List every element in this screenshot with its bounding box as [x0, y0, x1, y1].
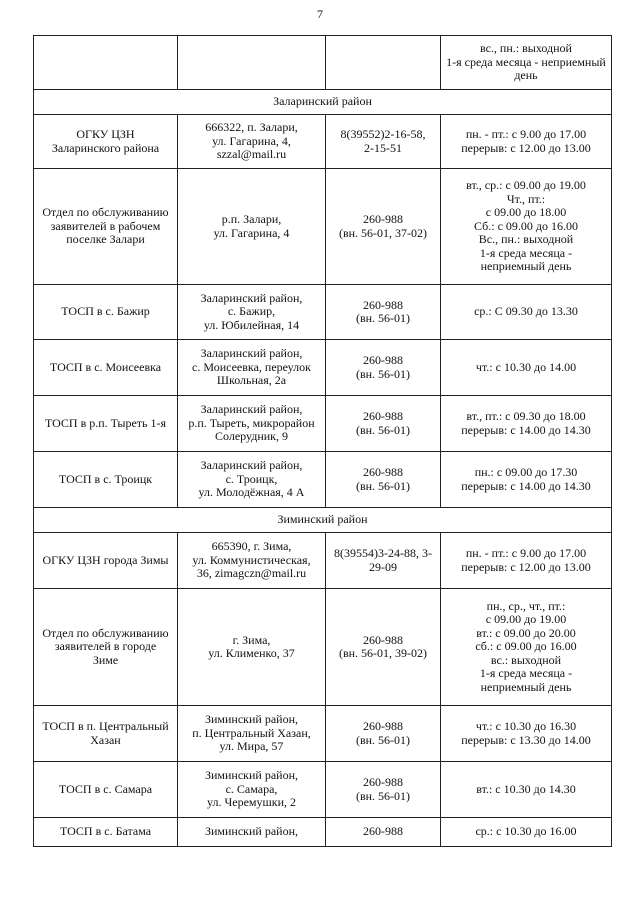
office-hours-cell: пн. - пт.: с 9.00 до 17.00 перерыв: с 12.00 до 13.00 [441, 115, 612, 169]
office-phone-cell: 260-988 (вн. 56-01) [326, 285, 441, 340]
office-hours-cell: чт.: с 10.30 до 16.30 перерыв: с 13.30 до 14.00 [441, 706, 612, 762]
table-row [34, 706, 612, 762]
office-address-cell: 666322, п. Залари, ул. Гагарина, 4, szzal@mail.ru [178, 115, 326, 169]
table-row [34, 115, 612, 169]
table-row [34, 452, 612, 508]
office-hours-cell: пн., ср., чт., пт.: с 09.00 до 19.00 вт.: с 09.00 до 20.00 сб.: с 09.00 до 16.00 вс.: выходной 1-я среда месяца - неприемный день [441, 589, 612, 706]
office-name-cell: ТОСП в с. Батама [34, 818, 178, 847]
table-row [34, 285, 612, 340]
office-phone-cell: 8(39554)3-24-88, 3- 29-09 [326, 533, 441, 589]
office-name-cell: ТОСП в с. Самара [34, 762, 178, 818]
office-address-cell: Зиминский район, п. Центральный Хазан, ул. Мира, 57 [178, 706, 326, 762]
office-address-cell: Заларинский район, с. Бажир, ул. Юбилейная, 14 [178, 285, 326, 340]
table-row [34, 589, 612, 706]
office-phone-cell: 260-988 (вн. 56-01) [326, 396, 441, 452]
table-row [34, 396, 612, 452]
office-phone-cell: 260-988 (вн. 56-01, 37-02) [326, 169, 441, 285]
office-hours-cell: вт.: с 10.30 до 14.30 [441, 762, 612, 818]
office-address-cell: г. Зима, ул. Клименко, 37 [178, 589, 326, 706]
office-phone-cell: 260-988 (вн. 56-01) [326, 706, 441, 762]
office-name-cell: Отдел по обслуживанию заявителей в рабочем поселке Залари [34, 169, 178, 285]
office-address-cell [178, 36, 326, 90]
office-name-cell: ТОСП в с. Бажир [34, 285, 178, 340]
office-name-cell: ТОСП в р.п. Тыреть 1-я [34, 396, 178, 452]
district-heading: Заларинский район [34, 90, 612, 115]
table-row [34, 169, 612, 285]
table-row [34, 533, 612, 589]
office-hours-cell: ср.: с 10.30 до 16.00 [441, 818, 612, 847]
offices-table [33, 35, 612, 847]
office-address-cell: Заларинский район, р.п. Тыреть, микрорайон Солерудник, 9 [178, 396, 326, 452]
office-name-cell: ТОСП в с. Троицк [34, 452, 178, 508]
office-phone-cell: 260-988 (вн. 56-01) [326, 762, 441, 818]
table-row [34, 340, 612, 396]
table-row [34, 36, 612, 90]
office-name-cell: ОГКУ ЦЗН города Зимы [34, 533, 178, 589]
office-phone-cell: 260-988 (вн. 56-01, 39-02) [326, 589, 441, 706]
office-hours-cell: чт.: с 10.30 до 14.00 [441, 340, 612, 396]
office-hours-cell: пн. - пт.: с 9.00 до 17.00 перерыв: с 12.00 до 13.00 [441, 533, 612, 589]
office-address-cell: Заларинский район, с. Моисеевка, переулок Школьная, 2а [178, 340, 326, 396]
office-phone-cell: 8(39552)2-16-58, 2-15-51 [326, 115, 441, 169]
office-name-cell: Отдел по обслуживанию заявителей в городе Зиме [34, 589, 178, 706]
office-hours-cell: вт., ср.: с 09.00 до 19.00 Чт., пт.: с 09.00 до 18.00 Сб.: с 09.00 до 16.00 Вс., пн.: выходной 1-я среда месяца - неприемный день [441, 169, 612, 285]
office-address-cell: Зиминский район, с. Самара, ул. Черемушки, 2 [178, 762, 326, 818]
office-name-cell: ТОСП в с. Моисеевка [34, 340, 178, 396]
office-address-cell: 665390, г. Зима, ул. Коммунистическая, 36, zimagczn@mail.ru [178, 533, 326, 589]
office-name-cell: ТОСП в п. Центральный Хазан [34, 706, 178, 762]
office-phone-cell: 260-988 (вн. 56-01) [326, 452, 441, 508]
district-heading: Зиминский район [34, 508, 612, 533]
office-name-cell: ОГКУ ЦЗН Заларинского района [34, 115, 178, 169]
office-hours-cell: пн.: с 09.00 до 17.30 перерыв: с 14.00 до 14.30 [441, 452, 612, 508]
office-address-cell: Зиминский район, [178, 818, 326, 847]
office-phone-cell: 260-988 (вн. 56-01) [326, 340, 441, 396]
office-hours-cell: вс., пн.: выходной 1-я среда месяца - неприемный день [441, 36, 612, 90]
office-address-cell: Заларинский район, с. Троицк, ул. Молодёжная, 4 А [178, 452, 326, 508]
office-address-cell: р.п. Залари, ул. Гагарина, 4 [178, 169, 326, 285]
district-row [34, 90, 612, 115]
district-row [34, 508, 612, 533]
office-hours-cell: ср.: С 09.30 до 13.30 [441, 285, 612, 340]
table-row [34, 818, 612, 847]
office-phone-cell: 260-988 [326, 818, 441, 847]
office-phone-cell [326, 36, 441, 90]
table-row [34, 762, 612, 818]
page-number: 7 [317, 7, 323, 21]
office-name-cell [34, 36, 178, 90]
office-hours-cell: вт., пт.: с 09.30 до 18.00 перерыв: с 14.00 до 14.30 [441, 396, 612, 452]
